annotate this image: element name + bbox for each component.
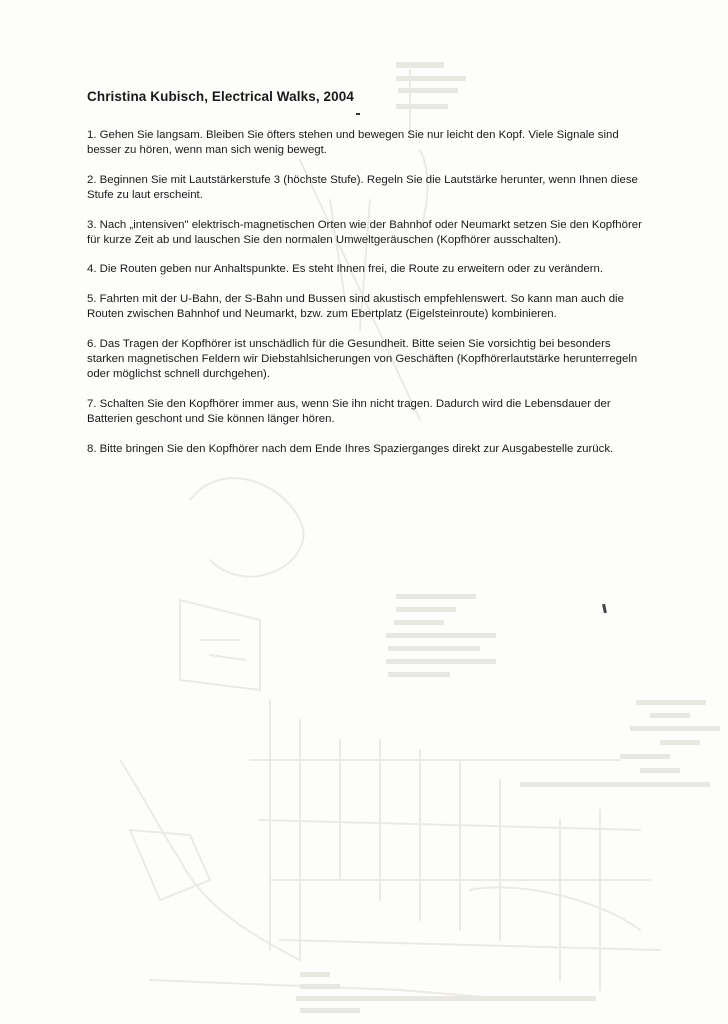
instruction-item: 6. Das Tragen der Kopfhörer ist unschädlich für die Gesundheit. Bitte seien Sie vorsichtig bei besonders starken magnetischen Feldern wir Diebstahlsicherungen von Geschäften (Kopfhörerlautstärke herunterregeln oder möglichst schnell durchgehen). (87, 338, 638, 380)
instruction-item: 4. Die Routen geben nur Anhaltspunkte. Es steht Ihnen frei, die Route zu erweitern oder zu verändern. (87, 263, 604, 275)
document-title: Christina Kubisch, Electrical Walks, 2004 (87, 89, 354, 105)
stray-mark (356, 113, 360, 115)
instruction-item: 3. Nach „intensiven" elektrisch-magnetischen Orten wie der Bahnhof oder Neumarkt setzen Sie den Kopfhörer für kurze Zeit ab und lauschen Sie den normalen Umweltgeräuschen (Kopfhörer ausschalten). (87, 219, 642, 246)
instruction-item: 5. Fahrten mit der U-Bahn, der S-Bahn und Bussen sind akustisch empfehlenswert. So kann man auch die Routen zwischen Bahnhof und Neumarkt, bzw. zum Ebertplatz (Eigelsteinroute) kombinieren. (87, 293, 624, 320)
instruction-list (87, 128, 647, 472)
instruction-item: 1. Gehen Sie langsam. Bleiben Sie öfters stehen und bewegen Sie nur leicht den Kopf. Viele Signale sind besser zu hören, wenn man sich wenig bewegt. (87, 129, 619, 156)
instruction-item: 7. Schalten Sie den Kopfhörer immer aus, wenn Sie ihn nicht tragen. Dadurch wird die Lebensdauer der Batterien geschont und Sie können länger hören. (87, 398, 611, 425)
instruction-item: 2. Beginnen Sie mit Lautstärkerstufe 3 (höchste Stufe). Regeln Sie die Lautstärke herunter, wenn Ihnen diese Stufe zu laut erscheint. (87, 174, 638, 201)
instruction-item: 8. Bitte bringen Sie den Kopfhörer nach dem Ende Ihres Spazierganges direkt zur Ausgabestelle zurück. (87, 443, 614, 455)
